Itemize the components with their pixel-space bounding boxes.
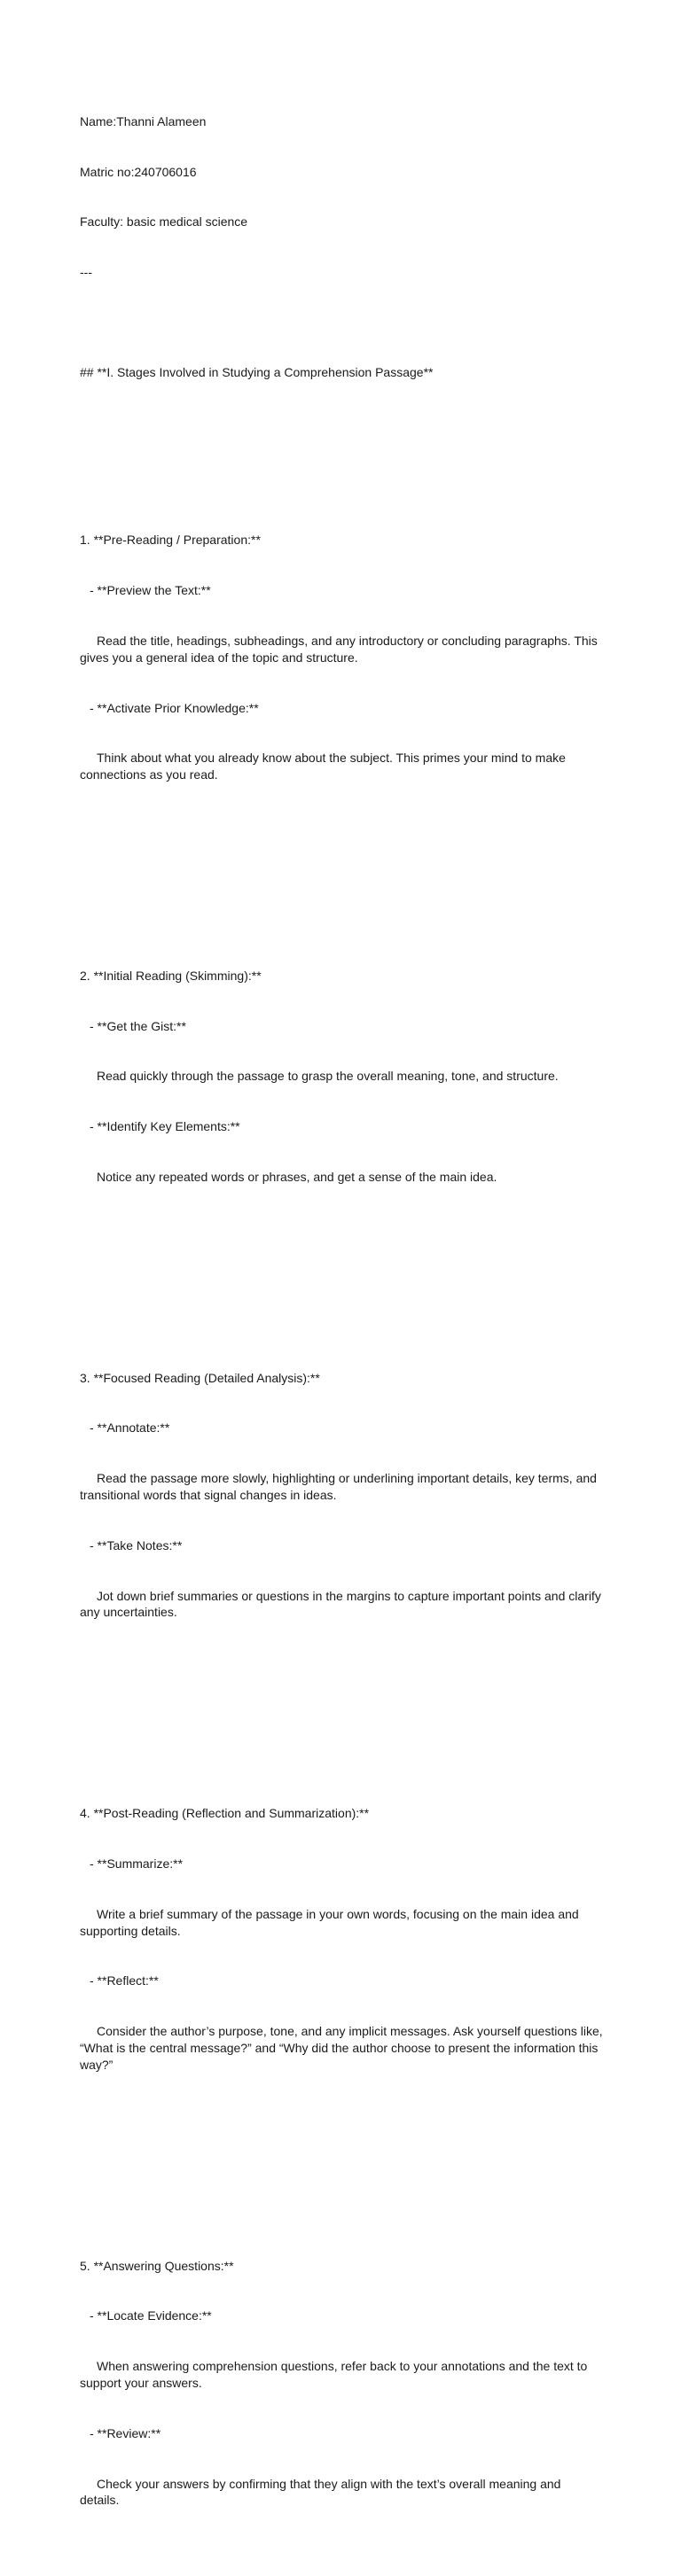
spacer xyxy=(80,851,603,868)
faculty: Faculty: basic medical science xyxy=(80,214,248,230)
separator: --- xyxy=(80,264,92,279)
stage-3 xyxy=(80,1336,603,1654)
stage-title: 5. **Answering Questions:** xyxy=(80,2258,234,2273)
item-text: Consider the author’s purpose, tone, and any implicit messages. Ask yourself questions like, “What is the central message?” and “Why did the author choose to present the information this way?” xyxy=(80,2024,607,2072)
item-label: - **Take Notes:** xyxy=(90,1537,183,1553)
stage-5 xyxy=(80,2224,603,2542)
item-label: - **Locate Evidence:** xyxy=(90,2308,212,2323)
item-label: - **Preview the Text:** xyxy=(90,583,211,598)
stage-title: 3. **Focused Reading (Detailed Analysis):** xyxy=(80,1370,320,1385)
item-label: - **Identify Key Elements:** xyxy=(90,1119,240,1134)
item-label: - **Reflect:** xyxy=(90,1973,159,1988)
item-label: - **Summarize:** xyxy=(90,1856,184,1871)
item-label: - **Get the Gist:** xyxy=(90,1018,186,1033)
stage-1 xyxy=(80,499,603,817)
stage-title: 2. **Initial Reading (Skimming):** xyxy=(80,968,262,983)
item-label: - **Review:** xyxy=(90,2425,161,2440)
stage-title: 4. **Post-Reading (Reflection and Summarization):** xyxy=(80,1806,370,1821)
spacer xyxy=(80,1688,603,1705)
item-label: - **Annotate:** xyxy=(90,1420,170,1436)
item-text: Read the title, headings, subheadings, and any introductory or concluding paragraphs. This gives you a general idea of the topic and structure. xyxy=(80,633,601,665)
item-label: - **Activate Prior Knowledge:** xyxy=(90,700,259,715)
stage-title: 1. **Pre-Reading / Preparation:** xyxy=(80,533,261,548)
item-text: Read the passage more slowly, highlighting or underlining important details, key terms, and transitional words that signal changes in ideas. xyxy=(80,1471,600,1503)
item-text: Think about what you already know about the subject. This primes your mind to make connections as you read. xyxy=(80,751,569,782)
stage-4 xyxy=(80,1771,607,2106)
spacer xyxy=(80,415,603,432)
item-text: Check your answers by confirming that they align with the text’s overall meaning and details. xyxy=(80,2476,565,2508)
stage-2 xyxy=(80,934,603,1218)
item-text: Write a brief summary of the passage in your own words, focusing on the main idea and supporting details. xyxy=(80,1906,583,1938)
document-body xyxy=(80,80,607,2576)
item-text: When answering comprehension questions, refer back to your annotations and the text to support your answers. xyxy=(80,2359,591,2391)
spacer xyxy=(80,2140,603,2157)
section-heading: ## **I. Stages Involved in Studying a Comprehension Passage** xyxy=(80,365,434,380)
item-text: Jot down brief summaries or questions in the margins to capture important points and clarify any uncertainties. xyxy=(80,1588,605,1620)
item-text: Read quickly through the passage to grasp the overall meaning, tone, and structure. xyxy=(97,1069,559,1084)
spacer xyxy=(80,1252,603,1269)
matric-number: Matric no:240706016 xyxy=(80,164,197,179)
item-text: Notice any repeated words or phrases, and get a sense of the main idea. xyxy=(97,1169,497,1184)
student-name: Name:Thanni Alameen xyxy=(80,113,207,128)
spacer xyxy=(80,315,603,331)
